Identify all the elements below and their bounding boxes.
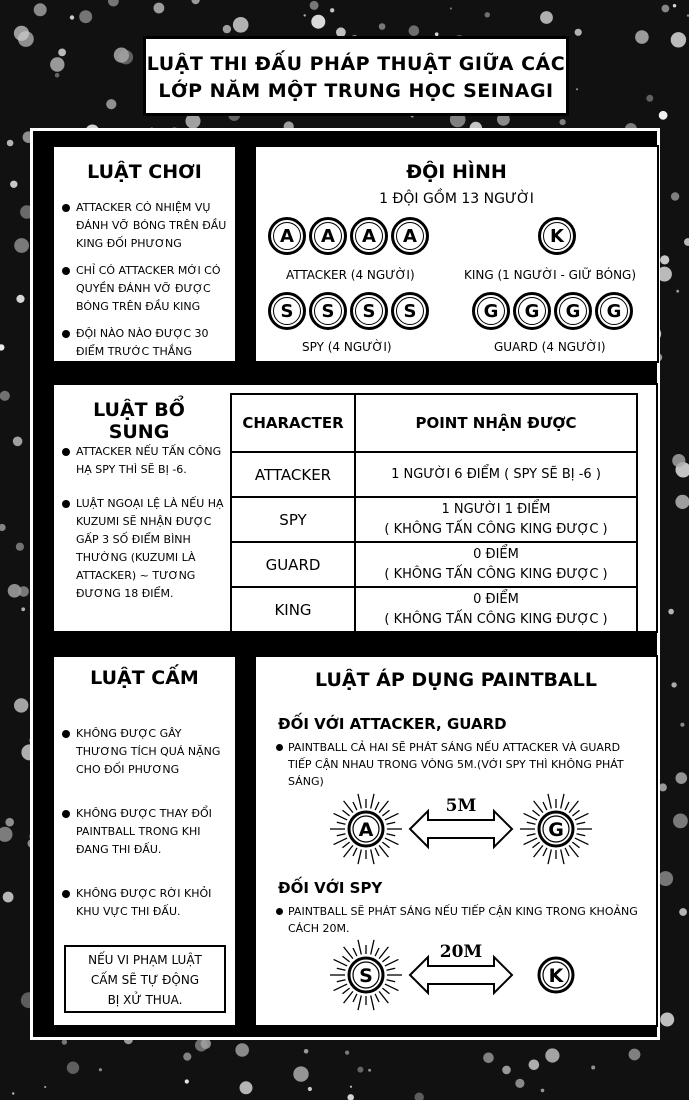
table-cell: 0 ĐIỂM ( KHÔNG TẤN CÔNG KING ĐƯỢC ) [355, 542, 637, 587]
table-cell: SPY [231, 497, 355, 542]
section2-text: PAINTBALL SẼ PHÁT SÁNG NẾU TIẾP CẬN KING TRONG KHOẢNG CÁCH 20M. [274, 903, 644, 937]
spy-token: S [268, 292, 306, 330]
extra-rules-panel [52, 383, 658, 633]
guard-label: GUARD (4 NGƯỜI) [494, 340, 606, 354]
extra-rules-heading: LUẬT BỔ SUNG [93, 399, 185, 443]
forbidden-heading: LUẬT CẤM [90, 667, 199, 689]
distance-label: 5M [445, 796, 477, 816]
attacker-ball-letter: A [358, 819, 374, 841]
penalty-line: BỊ XỬ THUA. [107, 993, 183, 1007]
game-rules-list [60, 199, 229, 361]
section2-title: ĐỐI VỚI SPY [278, 879, 383, 897]
spy-token: S [309, 292, 347, 330]
paintball-panel [254, 655, 658, 1027]
list-item: CHỈ CÓ ATTACKER MỚI CÓ QUYỀN ĐÁNH VỠ ĐƯỢC BÓNG TRÊN ĐẦU KING [60, 262, 229, 316]
table-header: POINT NHẬN ĐƯỢC [355, 394, 637, 452]
king-label: KING (1 NGƯỜI - GIỮ BÓNG) [464, 268, 637, 282]
section1-text: PAINTBALL CẢ HAI SẼ PHÁT SÁNG NẾU ATTACKER VÀ GUARD TIẾP CẬN NHAU TRONG VÒNG 5M.(VỚI SPY THÌ KHÔNG PHÁT SÁNG) [274, 739, 644, 790]
king-token-wrap [538, 217, 579, 259]
guard-token: G [513, 292, 551, 330]
table-row [231, 497, 637, 542]
list-item: KHÔNG ĐƯỢC GÂY THƯƠNG TÍCH QUÁ NẶNG CHO ĐỐI PHƯƠNG [60, 725, 229, 779]
list-item: ATTACKER CÓ NHIỆM VỤ ĐÁNH VỠ BÓNG TRÊN ĐẦU KING ĐỐI PHƯƠNG [60, 199, 229, 253]
attacker-guard-diagram [324, 789, 614, 869]
double-arrow-icon [410, 811, 512, 847]
section1-title: ĐỐI VỚI ATTACKER, GUARD [278, 715, 507, 733]
list-item: ATTACKER NẾU TẤN CÔNG HẠ SPY THÌ SẼ BỊ -6. [60, 443, 226, 479]
spy-label: SPY (4 NGƯỜI) [302, 340, 392, 354]
title-line-2: LỚP NĂM MỘT TRUNG HỌC SEINAGI [158, 80, 554, 102]
double-arrow-icon [410, 957, 512, 993]
title-line-1: LUẬT THI ĐẤU PHÁP THUẬT GIỮA CÁC [146, 53, 566, 75]
extra-rules-list [60, 443, 226, 612]
spy-token: S [391, 292, 429, 330]
guard-tokens [472, 292, 636, 334]
king-ball-letter: K [548, 965, 564, 987]
page-title [143, 36, 569, 116]
guard-token: G [472, 292, 510, 330]
list-item: ĐỘI NÀO NÀO ĐƯỢC 30 ĐIỂM TRƯỚC THẮNG [60, 325, 229, 361]
bullet-icon [276, 744, 283, 751]
penalty-line: CẤM SẼ TỰ ĐỘNG [90, 973, 200, 987]
guard-token: G [595, 292, 633, 330]
table-cell: 1 NGƯỜI 1 ĐIỂM ( KHÔNG TẤN CÔNG KING ĐƯỢC ) [355, 497, 637, 542]
list-item: KHÔNG ĐƯỢC RỜI KHỎI KHU VỰC THI ĐẤU. [60, 885, 229, 921]
spy-token: S [350, 292, 388, 330]
penalty-line: NẾU VI PHẠM LUẬT [88, 953, 202, 967]
spy-king-diagram [324, 939, 614, 1019]
table-cell: ATTACKER [231, 452, 355, 497]
penalty-box [64, 945, 226, 1013]
table-cell: GUARD [231, 542, 355, 587]
distance-label: 20M [439, 942, 483, 962]
table-cell: 1 NGƯỜI 6 ĐIỂM ( SPY SẼ BỊ -6 ) [355, 452, 637, 497]
forbidden-list [60, 725, 229, 921]
table-cell: KING [231, 587, 355, 632]
points-table [230, 393, 638, 633]
table-row [231, 587, 637, 632]
game-rules-panel [52, 145, 237, 363]
spy-ball-letter: S [359, 965, 373, 987]
attacker-token: A [268, 217, 306, 255]
guard-token: G [554, 292, 592, 330]
list-item: KHÔNG ĐƯỢC THAY ĐỔI PAINTBALL TRONG KHI ĐANG THI ĐẤU. [60, 805, 229, 859]
guard-ball-letter: G [548, 819, 564, 841]
table-header: CHARACTER [231, 394, 355, 452]
formation-panel [254, 145, 659, 363]
forbidden-panel [52, 655, 237, 1027]
table-cell: 0 ĐIỂM ( KHÔNG TẤN CÔNG KING ĐƯỢC ) [355, 587, 637, 632]
table-row [231, 452, 637, 497]
attacker-token: A [350, 217, 388, 255]
attacker-tokens [268, 217, 432, 259]
paintball-heading: LUẬT ÁP DỤNG PAINTBALL [315, 669, 597, 691]
attacker-token: A [309, 217, 347, 255]
game-rules-heading: LUẬT CHƠI [87, 161, 202, 183]
table-row [231, 542, 637, 587]
spy-tokens [268, 292, 432, 334]
attacker-label: ATTACKER (4 NGƯỜI) [286, 268, 415, 282]
king-token: K [538, 217, 576, 255]
list-item: LUẬT NGOẠI LỆ LÀ NẾU HẠ KUZUMI SẼ NHẬN ĐƯỢC GẤP 3 SỐ ĐIỂM BÌNH THƯỜNG (KUZUMI LÀ ATTACKER) ~ TƯƠNG ĐƯƠNG 18 ĐIỂM. [60, 495, 226, 603]
formation-subtitle: 1 ĐỘI GỒM 13 NGƯỜI [379, 191, 534, 207]
attacker-token: A [391, 217, 429, 255]
bullet-icon [276, 908, 283, 915]
formation-heading: ĐỘI HÌNH [406, 161, 507, 183]
table-header-row [231, 394, 637, 452]
